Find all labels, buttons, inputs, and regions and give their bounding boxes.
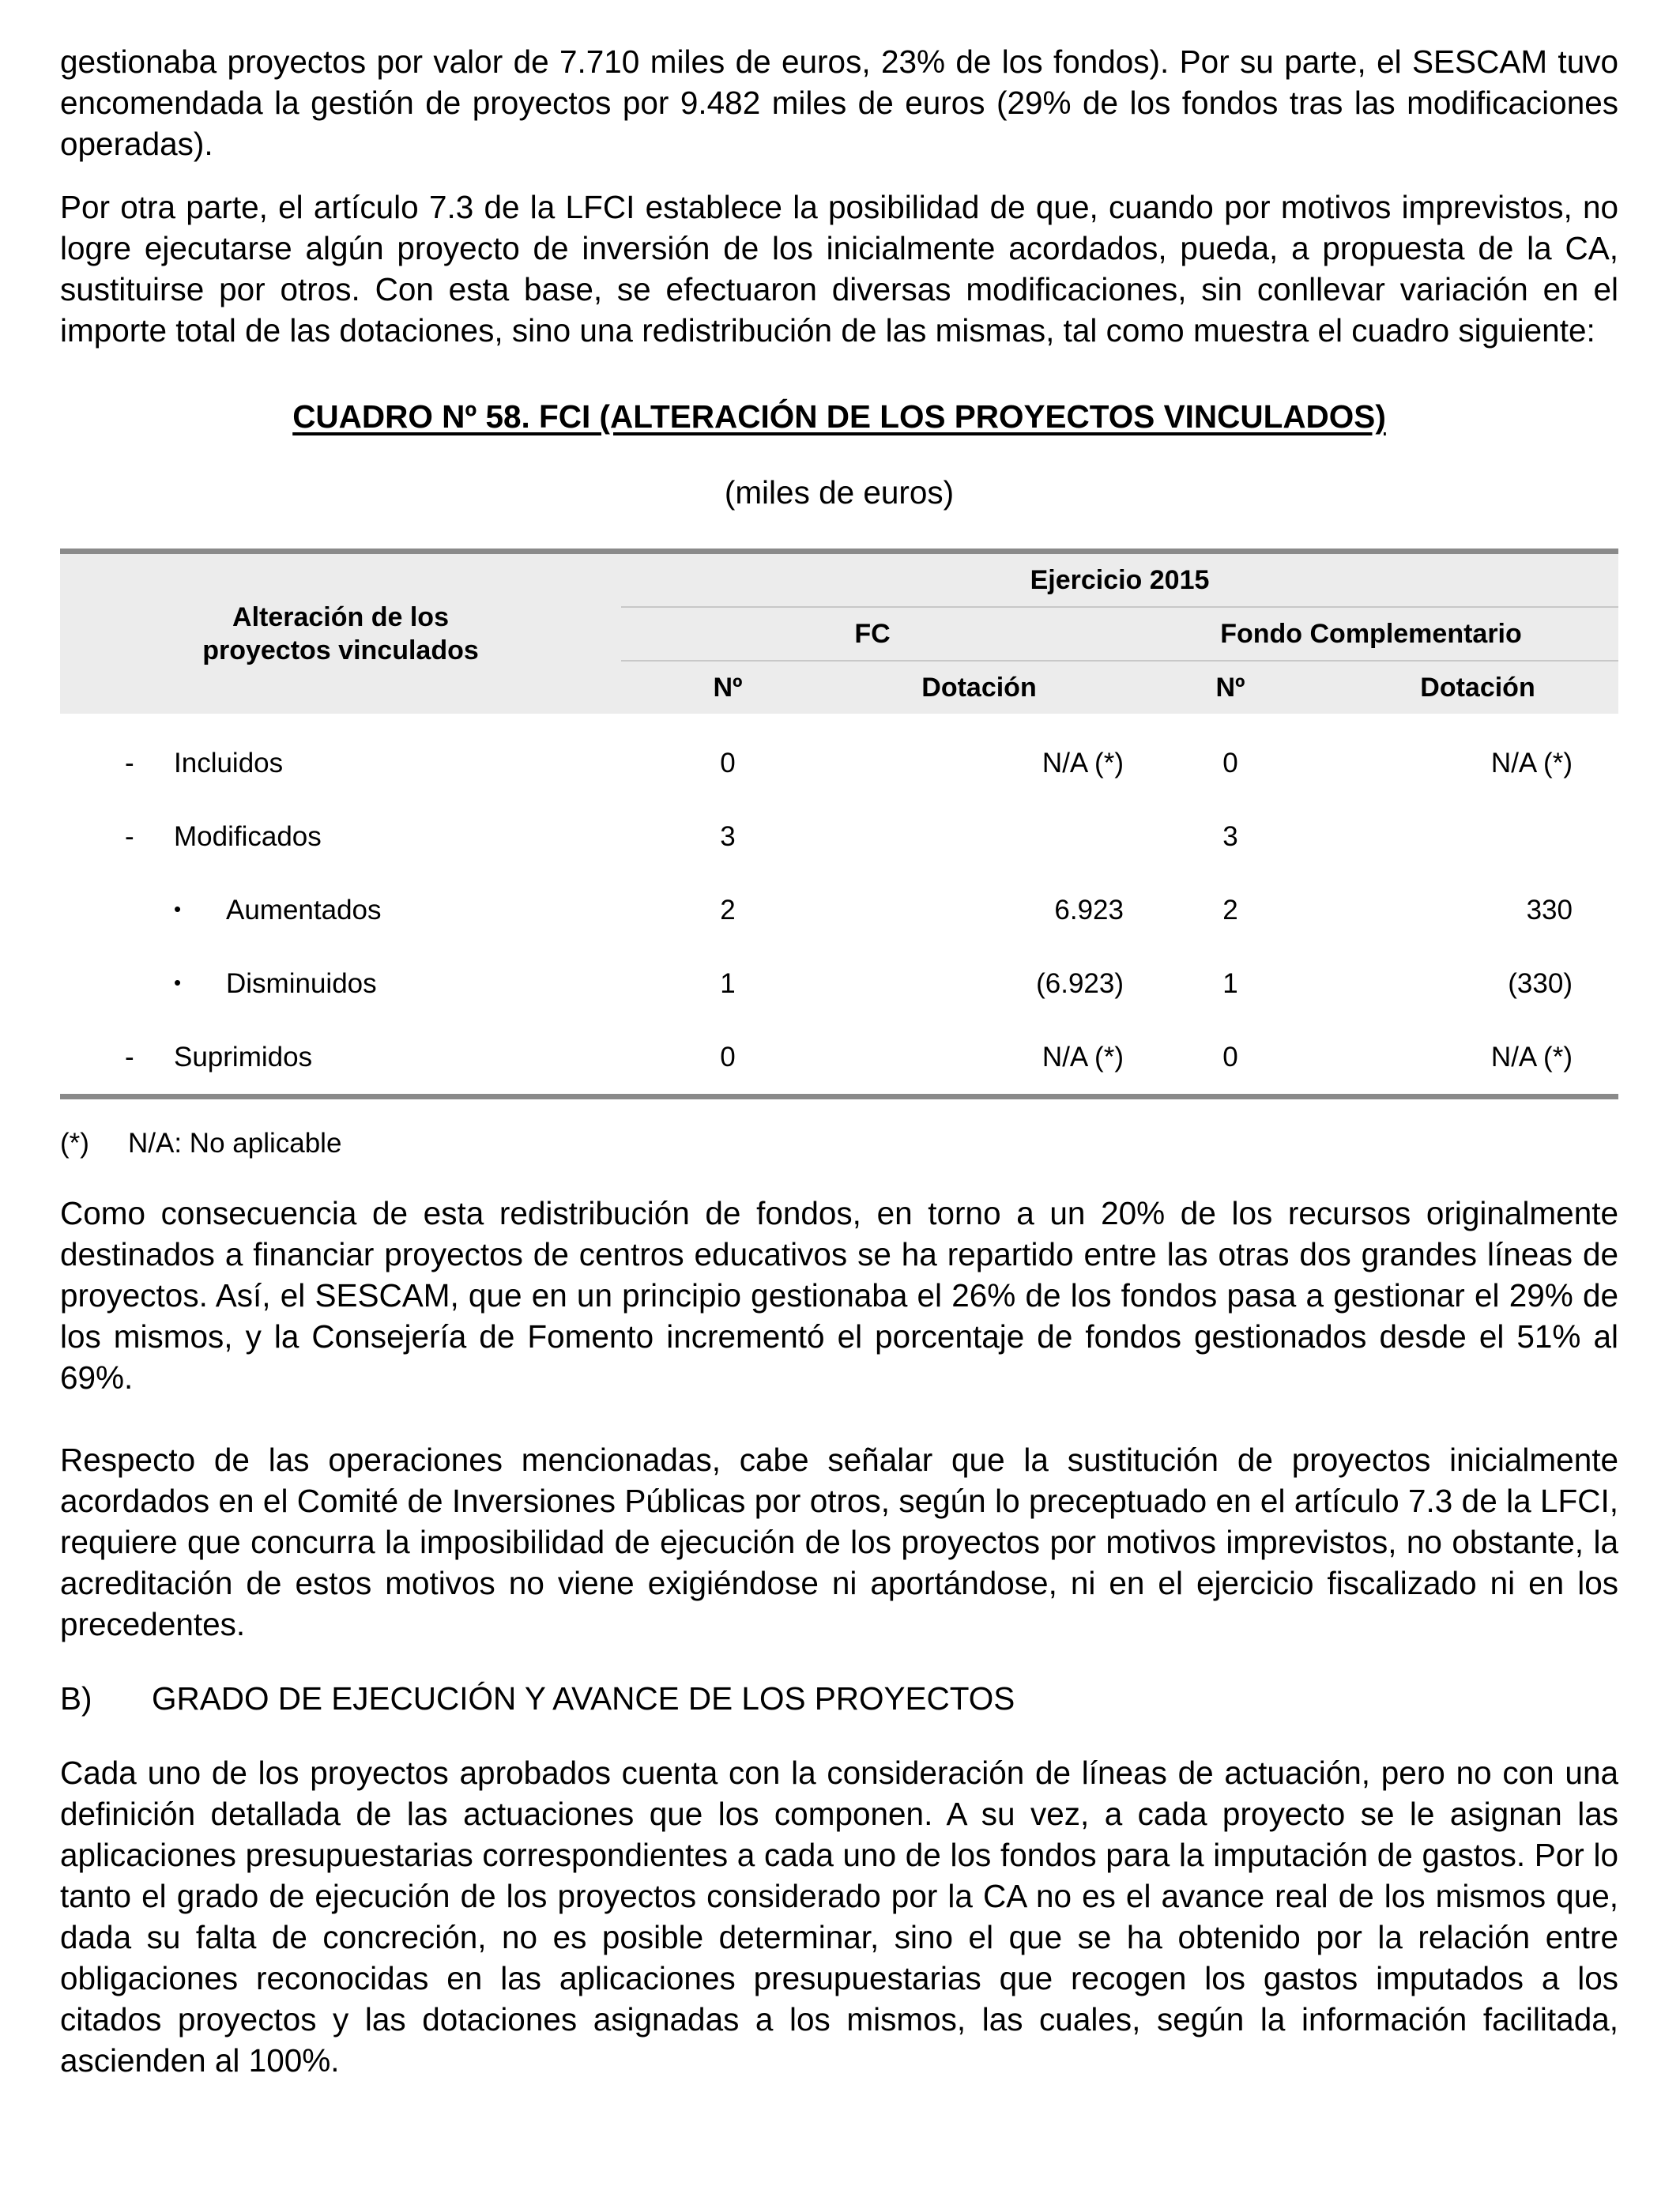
fcomp-dotacion-cell	[1337, 800, 1618, 873]
fcomp-n-cell: 3	[1222, 820, 1238, 852]
dash-marker: -	[125, 820, 134, 852]
paragraph-1: gestionaba proyectos por valor de 7.710 miles de euros, 23% de los fondos). Por su parte, el SESCAM tuvo encomendada la gestión de proyectos por 9.482 miles de euros (29% de los fondos tras las modificaciones operadas).	[60, 43, 1618, 162]
fc-dotacion-cell: (6.923)	[1036, 967, 1124, 999]
fc-n-cell: 1	[720, 967, 736, 999]
paragraph-2: Por otra parte, el artículo 7.3 de la LFCI establece la posibilidad de que, cuando por motivos imprevistos, no logre ejecutarse algún proyecto de inversión de los inicialmente acordados, pueda, a propuesta de la CA, sustituirse por otros. Con esta base, se efectuaron diversas modificaciones, sin conllevar variación en el importe total de las dotaciones, sino una redistribución de las mismas, tal como muestra el cuadro siguiente:	[60, 189, 1618, 349]
fc-n-cell: 3	[720, 820, 736, 852]
fcomp-dotacion-cell: (330)	[1508, 967, 1573, 999]
table-row	[60, 800, 1618, 873]
row-label: Suprimidos	[174, 1041, 313, 1072]
fcomp-n-cell: 0	[1222, 747, 1238, 778]
fcomp-n-cell: 0	[1124, 1020, 1337, 1097]
table-row	[60, 1020, 1618, 1097]
fc-dotacion-cell: N/A (*)	[1042, 747, 1124, 778]
row-label: Modificados	[174, 820, 322, 852]
data-table	[60, 548, 1618, 1099]
dash-marker: -	[125, 747, 134, 778]
table-row	[60, 947, 1618, 1020]
fc-group-header: FC	[621, 607, 1124, 661]
fc-n-cell: 0	[720, 747, 736, 778]
paragraph-5: Cada uno de los proyectos aprobados cuenta con la consideración de líneas de actuación, pero no con una definición detallada de las actuaciones que los componen. A su vez, a cada proyecto se le asignan las aplicaciones presupuestarias correspondientes a cada uno de los fondos para la imputación de gastos. Por lo tanto el grado de ejecución de los proyectos considerado por la CA no es el avance real de los mismos que, dada su falta de concreción, no es posible determinar, sino el que se ha obtenido por la relación entre obligaciones reconocidas en las aplicaciones presupuestarias que recogen los gastos imputados a los citados proyectos y las dotaciones asignadas a los mismos, las cuales, según la información facilitada, ascienden al 100%.	[60, 1755, 1618, 2079]
dash-marker: -	[125, 1041, 134, 1072]
fc-dotacion-cell: 6.923	[1054, 894, 1124, 925]
section-title: GRADO DE EJECUCIÓN Y AVANCE DE LOS PROYECTOS	[152, 1680, 1015, 1717]
row-label: Incluidos	[174, 747, 284, 778]
table-row	[60, 714, 1618, 800]
table-row	[60, 873, 1618, 947]
fondo-complementario-header: Fondo Complementario	[1124, 607, 1618, 661]
fc-dotacion-cell: N/A (*)	[834, 1020, 1124, 1097]
row-label: Disminuidos	[226, 967, 377, 999]
row-label: Aumentados	[226, 894, 382, 925]
fcomp-dotacion-cell: N/A (*)	[1490, 747, 1573, 778]
fc-n-header: Nº	[621, 661, 834, 714]
fc-dotacion-cell	[834, 800, 1124, 873]
table-units: (miles de euros)	[724, 474, 955, 511]
fcomp-n-header: Nº	[1124, 661, 1337, 714]
paragraph-3: Como consecuencia de esta redistribución de fondos, en torno a un 20% de los recursos originalmente destinados a financiar proyectos de centros educativos se ha repartido entre las otras dos grandes líneas de proyectos. Así, el SESCAM, que en un principio gestionaba el 26% de los fondos pasa a gestionar el 29% de los mismos, y la Consejería de Fomento incrementó el porcentaje de fondos gestionados desde el 51% al 69%.	[60, 1195, 1618, 1396]
fc-dotacion-header: Dotación	[834, 661, 1124, 714]
row-label-header: Alteración de los proyectos vinculados	[60, 552, 621, 714]
bullet-marker: •	[174, 970, 182, 994]
section-b-heading	[60, 1678, 1618, 1719]
table-footnote	[60, 1126, 1618, 1161]
paragraph-4: Respecto de las operaciones mencionadas, cabe señalar que la sustitución de proyectos inicialmente acordados en el Comité de Inversiones Públicas por otros, según lo preceptuado en el artículo 7.3 de la LFCI, requiere que concurra la imposibilidad de ejecución de los proyectos por motivos imprevistos, no obstante, la acreditación de estos motivos no viene exigiéndose ni aportándose, ni en el ejercicio fiscalizado ni en los precedentes.	[60, 1442, 1618, 1642]
fc-n-cell: 0	[621, 1020, 834, 1097]
document-page	[60, 41, 1618, 2081]
fcomp-dotacion-header: Dotación	[1337, 661, 1618, 714]
year-header: Ejercicio 2015	[621, 552, 1618, 608]
footnote-symbol: (*)	[60, 1128, 89, 1159]
footnote-text: N/A: No aplicable	[128, 1128, 342, 1159]
table-title: CUADRO Nº 58. FCI (ALTERACIÓN DE LOS PROYECTOS VINCULADOS)	[292, 398, 1386, 435]
fcomp-n-cell: 1	[1222, 967, 1238, 999]
fcomp-dotacion-cell: N/A (*)	[1337, 1020, 1618, 1097]
section-letter: B)	[60, 1680, 92, 1717]
bullet-marker: •	[174, 896, 182, 921]
fc-n-cell: 2	[720, 894, 736, 925]
fcomp-dotacion-cell: 330	[1526, 894, 1573, 925]
fcomp-n-cell: 2	[1222, 894, 1238, 925]
